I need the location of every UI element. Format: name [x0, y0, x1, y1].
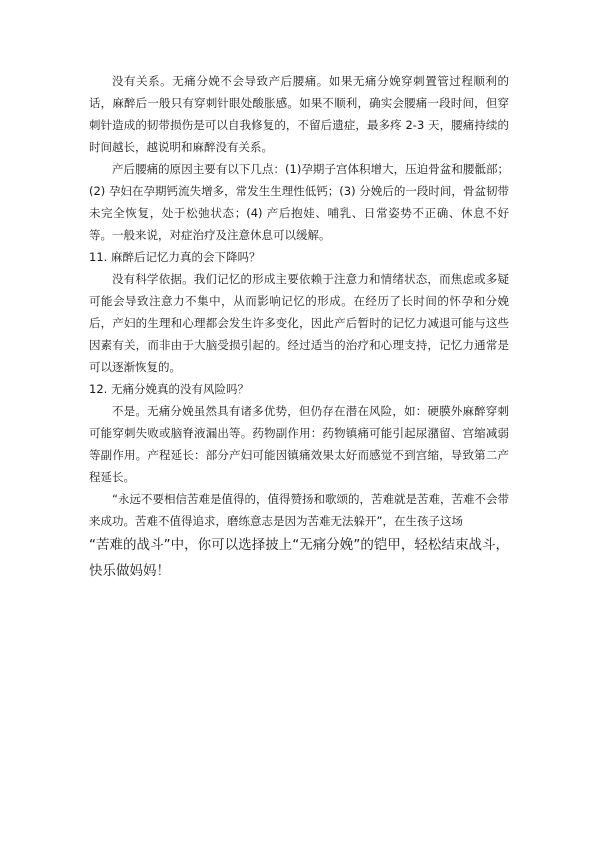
paragraph-risk-answer: 不是。无痛分娩虽然具有诸多优势，但仍存在潜在风险，如：硬膜外麻醉穿刺可能穿刺失败或脑脊液漏出等。药物副作用：药物镇痛可能引起尿潴留、宫缩减弱等副作用。产程延长：部分产妇可能因镇痛效果太好而感觉不到宫缩，导致第二产程延长。 [89, 404, 509, 484]
paragraph-epidural-back-pain: 没有关系。无痛分娩不会导致产后腰痛。如果无痛分娩穿刺置管过程顺利的话，麻醉后一般只有穿刺针眼处酸胀感。如果不顺利，确实会腰痛一段时间，但穿刺针造成的韧带损伤是可以自我修复的，不留后遗症，最多疼 2-3 天，腰痛持续的时间越长，越说明和麻醉没有关系。 [89, 74, 509, 154]
document-body [89, 70, 509, 584]
question-heading-11: 11. 麻醉后记忆力真的会下降吗？ [89, 250, 261, 264]
paragraph-postpartum-back-pain-causes: 产后腰痛的原因主要有以下几点：(1)孕期子宫体积增大，压迫骨盆和腰骶部；(2) 孕妇在孕期钙流失增多，常发生生理性低钙；(3) 分娩后的一段时间，骨盆韧带未完全恢复，处于松弛状态；(4) 产后抱娃、哺乳、日常姿势不正确、休息不好等。一般来说，对症治疗及注意休息可以缓解。 [89, 162, 509, 242]
paragraph-memory-answer: 没有科学依据。我们记忆的形成主要依赖于注意力和情绪状态，而焦虑或多疑可能会导致注意力不集中，从而影响记忆的形成。在经历了长时间的怀孕和分娩后，产妇的生理和心理都会发生许多变化，因此产后暂时的记忆力减退可能与这些因素有关，而非由于大脑受损引起的。经过适当的治疗和心理支持，记忆力通常是可以逐渐恢复的。 [89, 272, 509, 374]
paragraph-closing-quote: “永远不要相信苦难是值得的，值得赞扬和歌颂的，苦难就是苦难，苦难不会带来成功。苦难不值得追求，磨练意志是因为苦难无法躲开”，在生孩子这场 [89, 492, 509, 528]
paragraph-closing-statement: “苦难的战斗”中，你可以选择披上“无痛分娩”的铠甲，轻松结束战斗，快乐做妈妈！ [89, 537, 509, 579]
question-heading-12: 12. 无痛分娩真的没有风险吗？ [89, 382, 249, 396]
